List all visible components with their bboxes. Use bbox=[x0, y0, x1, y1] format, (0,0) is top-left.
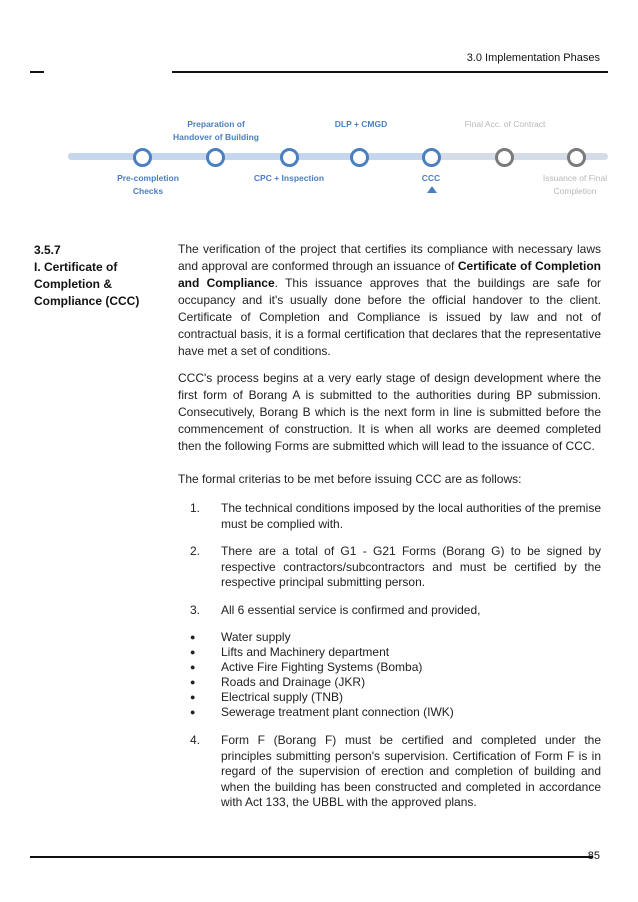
bullet-item bbox=[190, 690, 601, 705]
current-phase-arrow-icon bbox=[427, 186, 437, 193]
paragraph-3: The formal criterias to be met before issuing CCC are as follows: bbox=[178, 472, 522, 486]
list-item bbox=[190, 501, 601, 532]
footer-rule bbox=[30, 856, 593, 858]
timeline-label-final-acc: Final Acc. of Contract bbox=[464, 119, 546, 129]
bullet-item bbox=[190, 660, 601, 675]
list-item bbox=[190, 733, 601, 811]
bullet-text: Sewerage treatment plant connection (IWK) bbox=[221, 705, 454, 719]
timeline-node-cpc bbox=[280, 148, 299, 167]
bullet-icon: ● bbox=[190, 692, 196, 702]
timeline-node-handover-prep bbox=[206, 148, 225, 167]
section-title: I. Certificate of Completion & Compliance (CCC) bbox=[34, 260, 140, 308]
list-item-text: The technical conditions imposed by the local authorities of the premise must be complied with. bbox=[221, 501, 601, 531]
timeline-label-dlp: DLP + CMGD bbox=[334, 119, 388, 129]
timeline-node-final-completion bbox=[567, 148, 586, 167]
header-rule-long bbox=[172, 71, 608, 73]
paragraph-1-text-c: . This issuance approves that the buildings are safe for occupancy and it's usually done before the official handover to the client. Certificate of Completion and Compliance is issued by law and not of contractual basis, it is a formal certification that declares that the representative have met a set of conditions. bbox=[178, 276, 601, 358]
criteria-list bbox=[190, 501, 601, 823]
list-item-number: 4. bbox=[190, 733, 201, 747]
bullet-item bbox=[190, 630, 601, 645]
list-item-text: All 6 essential service is confirmed and provided, bbox=[221, 602, 481, 617]
bullet-text: Lifts and Machinery department bbox=[221, 645, 390, 659]
page-number: 85 bbox=[587, 850, 600, 862]
header-rule-short bbox=[30, 71, 44, 73]
bullet-text: Roads and Drainage (JKR) bbox=[221, 675, 366, 689]
timeline-label-handover-prep: Preparation of Handover of Building bbox=[173, 119, 259, 142]
bullet-icon: ● bbox=[190, 632, 196, 642]
bullet-icon: ● bbox=[190, 707, 196, 717]
list-item-text: Form F (Borang F) must be certified and completed under the principles submitting person's supervision. Certification of Form F is in regard of the supervision of erection and completion of building and when the building has been constructed and completed in accordance with Act 133, the UBBL with the approved plans. bbox=[221, 733, 601, 809]
timeline-label-final-completion: Issuance of Final Completion bbox=[542, 173, 608, 196]
bullet-text: Active Fire Fighting Systems (Bomba) bbox=[221, 660, 423, 674]
section-heading bbox=[34, 242, 174, 310]
timeline-node-ccc bbox=[422, 148, 441, 167]
list-item-number: 2. bbox=[190, 544, 201, 558]
list-item-number: 1. bbox=[190, 501, 201, 515]
bullet-icon: ● bbox=[190, 647, 196, 657]
bullet-text: Electrical supply (TNB) bbox=[221, 690, 344, 704]
bullet-item bbox=[190, 705, 601, 720]
list-item bbox=[190, 544, 601, 591]
timeline-label-ccc: CCC bbox=[421, 173, 441, 183]
paragraph-1 bbox=[178, 241, 601, 360]
bullet-icon: ● bbox=[190, 662, 196, 672]
section-number: 3.5.7 bbox=[34, 243, 61, 257]
essential-services-list bbox=[190, 630, 601, 720]
timeline-node-final-acc bbox=[495, 148, 514, 167]
list-item-text: There are a total of G1 - G21 Forms (Borang G) to be signed by respective contractors/subcontractors and must be certified by the respective principal submitting person. bbox=[221, 544, 601, 589]
paragraph-1-text-a: The verification of the project that certifies its compliance with necessary laws and approval are conformed through an issuance of bbox=[178, 242, 601, 273]
timeline-node-dlp bbox=[350, 148, 369, 167]
header-title: 3.0 Implementation Phases bbox=[466, 52, 600, 64]
bullet-icon: ● bbox=[190, 677, 196, 687]
list-item-number: 3. bbox=[190, 602, 201, 617]
paragraph-1-bold: Certificate of Completion and Compliance bbox=[178, 259, 601, 290]
bullet-text: Water supply bbox=[221, 630, 291, 644]
timeline-label-pre-completion: Pre-completion Checks bbox=[117, 173, 179, 196]
timeline-track-progress bbox=[68, 153, 434, 160]
timeline-label-cpc: CPC + Inspection bbox=[253, 173, 325, 183]
paragraph-2: CCC's process begins at a very early stage of design development where the first form of Borang A is submitted to the authorities during BP submission. Consecutively, Borang B which is the next form in line is submitted before the commencement of construction. It is when all works are deemed completed then the following Forms are submitted which will lead to the issuance of CCC. bbox=[178, 371, 601, 453]
bullet-item bbox=[190, 645, 601, 660]
timeline-node-pre-completion bbox=[133, 148, 152, 167]
bullet-item bbox=[190, 675, 601, 690]
list-item bbox=[190, 603, 601, 619]
